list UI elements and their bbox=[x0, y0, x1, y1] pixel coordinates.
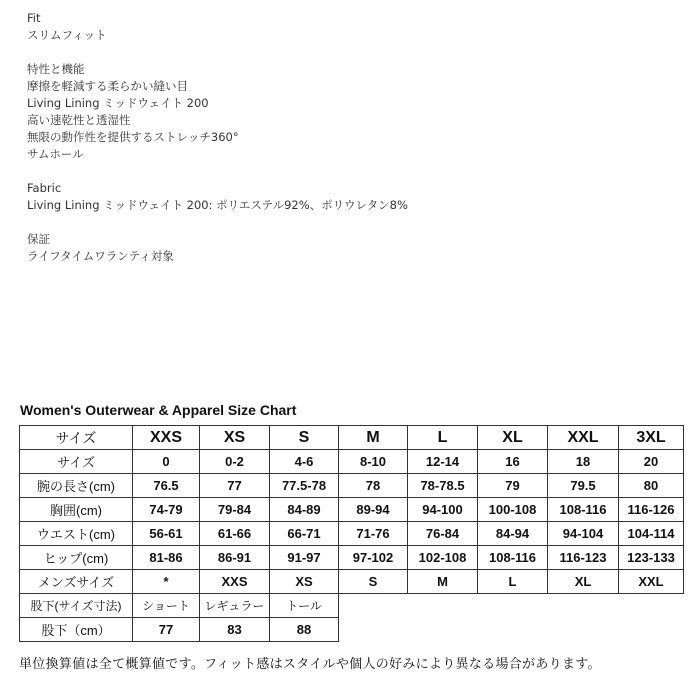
table-cell: XXS bbox=[133, 426, 200, 450]
table-cell: 78 bbox=[339, 474, 408, 498]
table-cell: 71-76 bbox=[339, 522, 408, 546]
row-label: 胸囲(cm) bbox=[20, 498, 133, 522]
table-cell: S bbox=[339, 570, 408, 594]
warranty-heading: 保証 bbox=[27, 232, 50, 246]
table-cell: 79-84 bbox=[200, 498, 270, 522]
row-label: 股下（cm） bbox=[20, 618, 133, 642]
table-row bbox=[20, 618, 684, 642]
table-cell: 97-102 bbox=[339, 546, 408, 570]
table-cell: M bbox=[339, 426, 408, 450]
fit-heading: Fit bbox=[27, 11, 41, 25]
table-cell: * bbox=[133, 570, 200, 594]
row-label: メンズサイズ bbox=[20, 570, 133, 594]
table-cell: 108-116 bbox=[548, 498, 619, 522]
row-label: 股下(サイズ寸法) bbox=[20, 594, 133, 618]
table-cell: 104-114 bbox=[619, 522, 684, 546]
table-cell: L bbox=[408, 426, 478, 450]
feature-item: 高い速乾性と透湿性 bbox=[27, 113, 131, 127]
row-label: ウエスト(cm) bbox=[20, 522, 133, 546]
table-cell: 123-133 bbox=[619, 546, 684, 570]
table-cell: 76-84 bbox=[408, 522, 478, 546]
size-chart-title: Women's Outerwear & Apparel Size Chart bbox=[20, 402, 297, 418]
table-cell: 83 bbox=[200, 618, 270, 642]
fit-value: スリムフィット bbox=[27, 28, 107, 42]
table-cell: レギュラー bbox=[200, 594, 270, 618]
table-cell: 77 bbox=[133, 618, 200, 642]
table-cell: M bbox=[408, 570, 478, 594]
table-cell: 94-104 bbox=[548, 522, 619, 546]
table-cell: 56-61 bbox=[133, 522, 200, 546]
table-cell: 78-78.5 bbox=[408, 474, 478, 498]
fabric-value: Living Lining ミッドウェイト 200: ポリエステル92%、ポリウレタン8% bbox=[27, 198, 408, 212]
table-cell: 12-14 bbox=[408, 450, 478, 474]
table-cell: 116-126 bbox=[619, 498, 684, 522]
table-row bbox=[20, 594, 684, 618]
table-cell: 77 bbox=[200, 474, 270, 498]
row-label: サイズ bbox=[20, 426, 133, 450]
table-cell: 86-91 bbox=[200, 546, 270, 570]
table-cell: XXL bbox=[548, 426, 619, 450]
table-cell: 108-116 bbox=[478, 546, 548, 570]
table-cell: 66-71 bbox=[270, 522, 339, 546]
table-cell: 20 bbox=[619, 450, 684, 474]
table-cell: トール bbox=[270, 594, 339, 618]
table-cell: 0-2 bbox=[200, 450, 270, 474]
features-heading: 特性と機能 bbox=[27, 62, 85, 76]
table-cell: 61-66 bbox=[200, 522, 270, 546]
size-chart-table bbox=[19, 425, 684, 642]
warranty-value: ライフタイムワランティ対象 bbox=[27, 249, 174, 263]
table-cell: 77.5-78 bbox=[270, 474, 339, 498]
table-cell: 4-6 bbox=[270, 450, 339, 474]
table-cell: 0 bbox=[133, 450, 200, 474]
table-cell: 84-94 bbox=[478, 522, 548, 546]
table-cell: 8-10 bbox=[339, 450, 408, 474]
table-cell: XS bbox=[270, 570, 339, 594]
table-row bbox=[20, 522, 684, 546]
row-label: ヒップ(cm) bbox=[20, 546, 133, 570]
table-cell: S bbox=[270, 426, 339, 450]
table-cell: 80 bbox=[619, 474, 684, 498]
feature-item: 摩擦を軽減する柔らかい縫い目 bbox=[27, 79, 188, 93]
table-cell: 16 bbox=[478, 450, 548, 474]
table-cell: 100-108 bbox=[478, 498, 548, 522]
table-cell: 89-94 bbox=[339, 498, 408, 522]
table-cell: XL bbox=[548, 570, 619, 594]
feature-item: Living Lining ミッドウェイト 200 bbox=[27, 96, 209, 110]
table-cell: 91-97 bbox=[270, 546, 339, 570]
table-cell: XS bbox=[200, 426, 270, 450]
row-label: 腕の長さ(cm) bbox=[20, 474, 133, 498]
table-cell: 116-123 bbox=[548, 546, 619, 570]
table-cell: XXL bbox=[619, 570, 684, 594]
table-cell: 74-79 bbox=[133, 498, 200, 522]
table-row bbox=[20, 498, 684, 522]
row-label: サイズ bbox=[20, 450, 133, 474]
fabric-heading: Fabric bbox=[27, 181, 62, 195]
size-chart-note: 単位換算値は全て概算値です。フィット感はスタイルや個人の好みにより異なる場合があります。 bbox=[19, 657, 601, 672]
table-cell: 84-89 bbox=[270, 498, 339, 522]
feature-item: 無限の動作性を提供するストレッチ360° bbox=[27, 130, 239, 144]
table-cell: 88 bbox=[270, 618, 339, 642]
table-cell: 79.5 bbox=[548, 474, 619, 498]
table-row bbox=[20, 546, 684, 570]
table-cell: 81-86 bbox=[133, 546, 200, 570]
table-cell: 3XL bbox=[619, 426, 684, 450]
table-cell: 18 bbox=[548, 450, 619, 474]
feature-item: サムホール bbox=[27, 147, 84, 161]
table-cell: XXS bbox=[200, 570, 270, 594]
table-cell: 102-108 bbox=[408, 546, 478, 570]
table-cell: XL bbox=[478, 426, 548, 450]
table-cell: 94-100 bbox=[408, 498, 478, 522]
table-cell: ショート bbox=[133, 594, 200, 618]
table-cell: 76.5 bbox=[133, 474, 200, 498]
table-row bbox=[20, 450, 684, 474]
table-cell: L bbox=[478, 570, 548, 594]
table-row bbox=[20, 570, 684, 594]
table-cell: 79 bbox=[478, 474, 548, 498]
product-description bbox=[27, 10, 667, 265]
table-row bbox=[20, 474, 684, 498]
table-row bbox=[20, 426, 684, 450]
